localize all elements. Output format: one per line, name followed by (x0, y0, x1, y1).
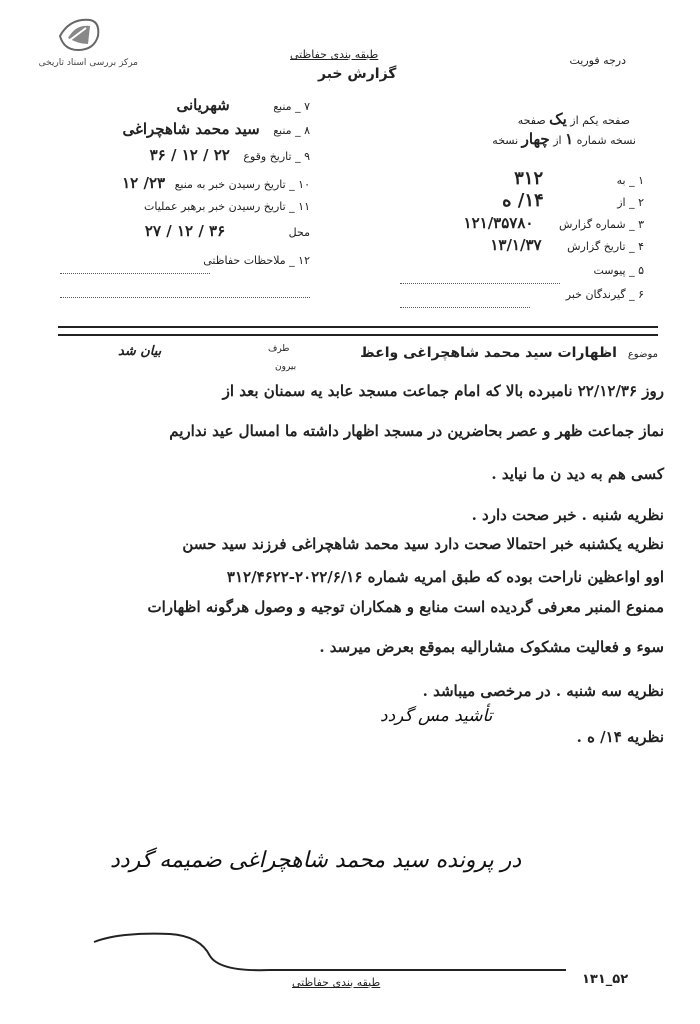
to-value: ۳۱۲ (514, 168, 544, 189)
source2-value: سید محمد شاهچراغی (122, 120, 260, 138)
location-field (60, 222, 310, 240)
subject-note-top: طرف (268, 344, 290, 354)
body-line: نماز جماعت ظهر و عصر بحاضرین در مسجد اظهار داشته ما امسال عید نداریم (169, 422, 664, 440)
source-receipt-field (44, 174, 310, 192)
security-notes-dots (60, 272, 210, 274)
body-line: نظریه شنبه . خبر صحت دارد . (471, 506, 664, 524)
source-value: شهریانی (176, 96, 230, 114)
recipients-field (566, 288, 644, 301)
page-label: صفحه یکم از (570, 114, 630, 127)
source-field (60, 96, 310, 114)
to-label: ۱ _ به (616, 174, 644, 187)
copy-mid: از (553, 134, 562, 147)
archive-logo (18, 14, 138, 74)
page-field (518, 110, 630, 128)
body-line: نظریه سه شنبه . در مرخصی میباشد . (422, 682, 664, 700)
location-label: محل (288, 226, 310, 239)
page-suffix: صفحه (517, 114, 546, 127)
report-number-label: ۳ _ شماره گزارش (558, 218, 644, 231)
source2-label: ۸ _ منبع (273, 124, 310, 137)
top-divider (58, 326, 658, 328)
body-line: نظریه یکشنبه خبر احتمالا صحت دارد سید محمد شاهچراغی فرزند سید حسن (182, 535, 664, 553)
attachment-field (594, 264, 645, 277)
body-line: نظریه ۱۴/ ه . (576, 728, 664, 746)
subject-note-bottom: بیرون (275, 362, 297, 372)
from-label: ۲ _ از (617, 196, 644, 209)
recipients-label: ۶ _ گیرندگان خبر (565, 288, 644, 301)
source-receipt-value: ۲۳/ ۱۲ (122, 174, 166, 192)
security-notes-field (60, 254, 310, 267)
urgency-label: درجه فوریت (569, 54, 626, 67)
occurrence-date-value: ۲۲ / ۱۲ / ۳۶ (149, 146, 230, 164)
body-line: اوو اواعظین ناراحت بوده که طبق امریه شماره ۲۰۲۲/۶/۱۶-۳۱۲/۴۶۲۲ (226, 568, 664, 586)
document-number: ۱۳۱_۵۲ (582, 972, 629, 987)
ops-receipt-label: ۱۱ _ تاریخ رسیدن خبر برهبر عملیات (144, 200, 310, 213)
ink-curve (90, 928, 570, 978)
copy-field (492, 130, 636, 148)
body-line: ممنوع المنبر معرفی گردیده است منابع و همکاران توجیه و وصول هرگونه اظهارات (147, 598, 664, 616)
occurrence-date-field (60, 146, 310, 164)
report-date-value: ۱۳/۱/۳۷ (490, 236, 542, 254)
source2-field (60, 120, 310, 138)
logo-text: مرکز بررسی اسناد تاریخی (38, 58, 138, 68)
classification-bottom: طبقه بندی حفاظتی (292, 976, 381, 989)
subject-label: موضوع (627, 349, 658, 360)
copy-value: ۱ (565, 130, 574, 148)
page-value: یک (549, 110, 567, 128)
book-logo-icon (56, 14, 102, 54)
ops-receipt-field (60, 200, 310, 213)
form-title: گزارش خبر (318, 66, 397, 82)
top-divider-2 (58, 334, 658, 336)
source-receipt-label: ۱۰ _ تاریخ رسیدن خبر به منبع (174, 178, 310, 191)
from-field (502, 190, 644, 211)
subject-line (58, 345, 658, 361)
copy-total: چهار (521, 130, 550, 148)
occurrence-date-label: ۹ _ تاریخ وقوع (243, 150, 310, 163)
body-line: سوء و فعالیت مشکوک مشارالیه بموقع بعرض میرسد . (319, 638, 664, 656)
report-date-field (490, 236, 644, 254)
security-notes-label: ۱۲ _ ملاحظات حفاظتی (203, 254, 310, 267)
report-number-field (464, 214, 644, 232)
subject-value: اظهارات سید محمد شاهچراغی واعظ (360, 345, 617, 361)
from-value: ۱۴/ ه (502, 190, 544, 211)
body-line: روز ۲۲/۱۲/۳۶ نامبرده بالا که امام جماعت مسجد عابد یه سمنان بعد از (222, 382, 664, 400)
attachment-dots (400, 282, 560, 284)
attachment-label: ۵ _ پیوست (593, 264, 644, 277)
copy-label: نسخه شماره (576, 134, 636, 147)
extra-dots (60, 296, 310, 298)
report-date-label: ۴ _ تاریخ گزارش (567, 240, 644, 253)
report-number-value: ۱۲۱/۳۵۷۸۰ (463, 214, 534, 232)
recipients-dots (400, 306, 530, 308)
copy-suffix: نسخه (492, 134, 519, 147)
classification-top: طبقه بندی حفاظتی (290, 48, 379, 61)
subject-handwritten: بیان شد (118, 344, 162, 359)
to-field (416, 168, 644, 189)
body-line: کسی هم به دید ن ما نیاید . (491, 465, 664, 483)
handwritten-margin-note: در پرونده سید محمد شاهچراغی ضمیمه گردد (110, 848, 522, 873)
handwritten-signature: تأشید مس گردد (380, 706, 493, 726)
source-label: ۷ _ منبع (273, 100, 310, 113)
location-value: ۳۶ / ۱۲ / ۲۷ (144, 222, 226, 240)
